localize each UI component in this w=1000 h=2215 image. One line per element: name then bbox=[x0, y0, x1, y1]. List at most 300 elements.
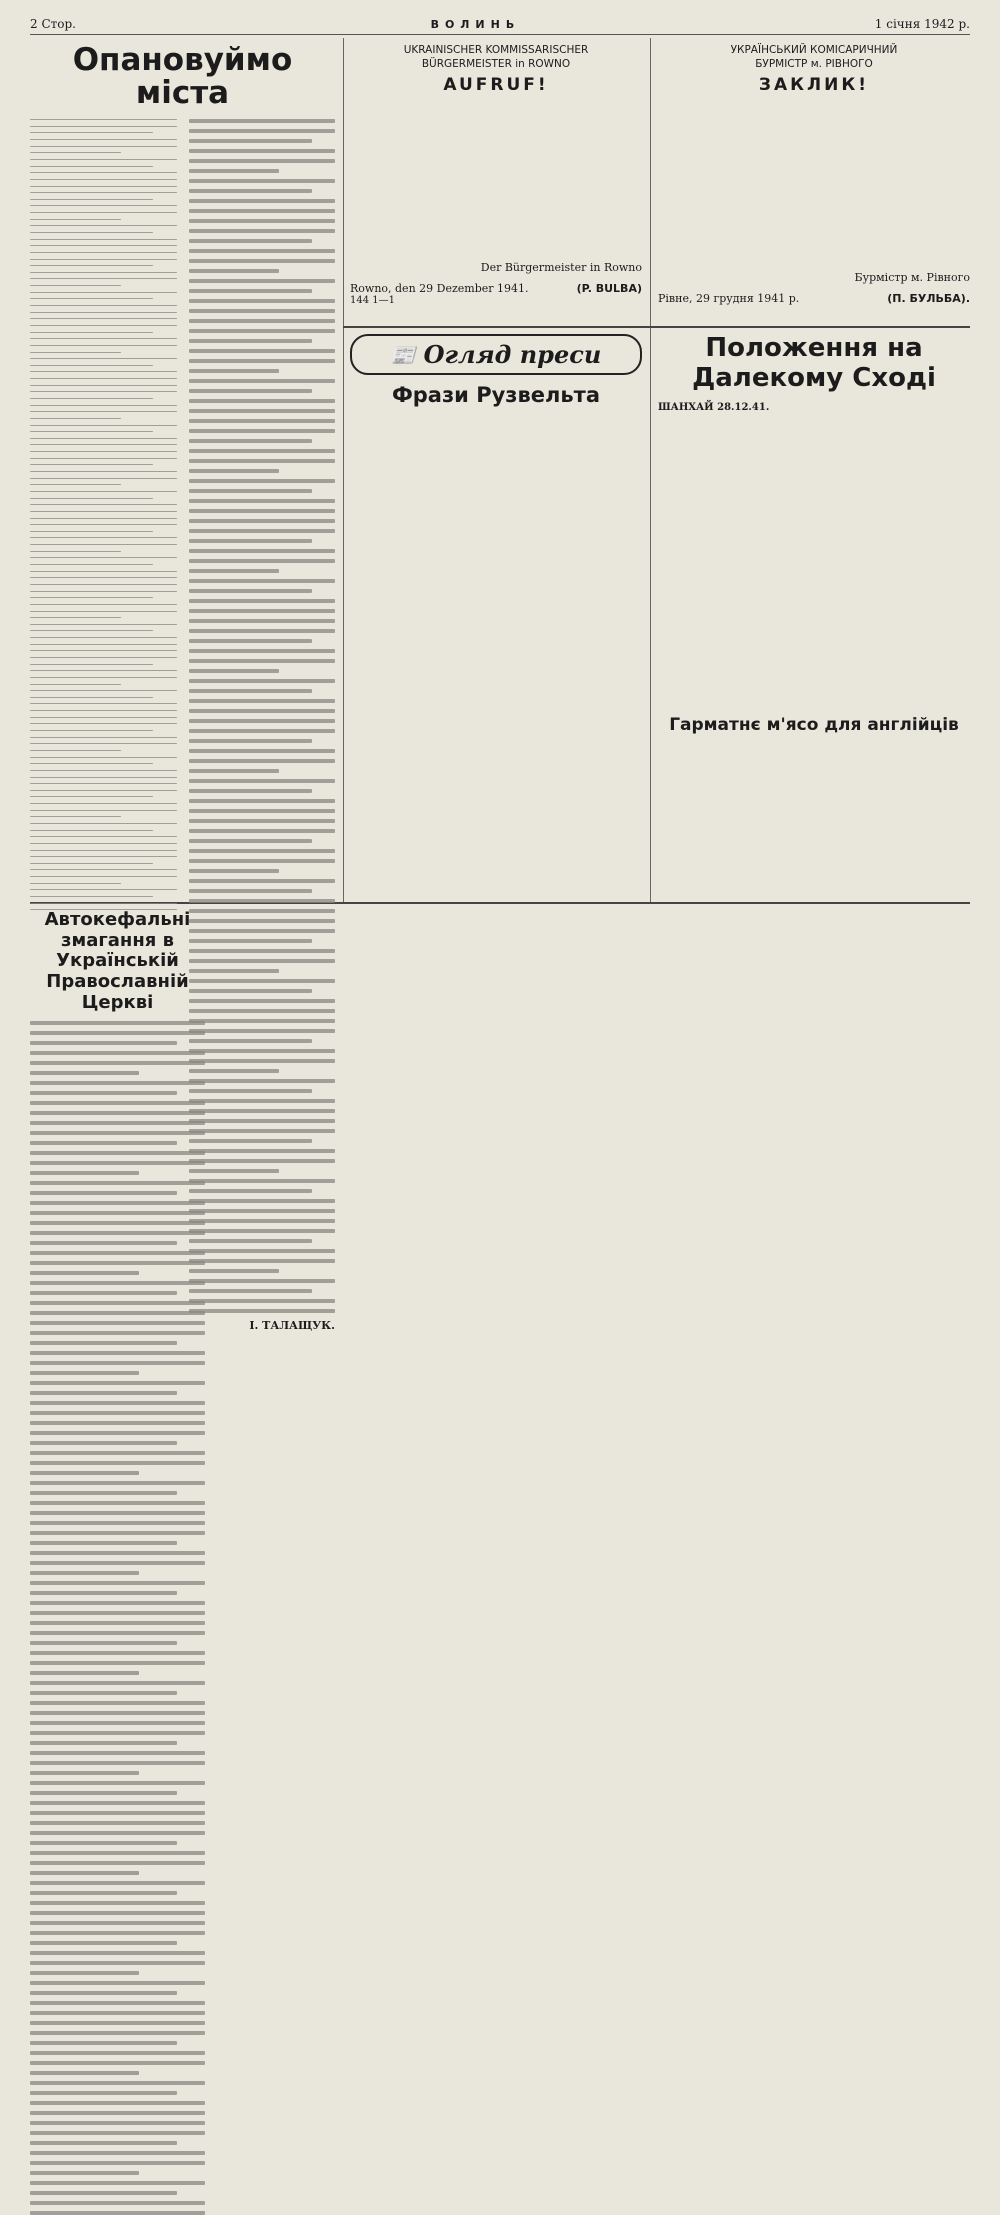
text-line bbox=[30, 2071, 139, 2075]
text-line bbox=[30, 1461, 205, 1465]
text-line bbox=[30, 179, 177, 180]
text-line bbox=[30, 777, 177, 778]
press-review-banner bbox=[350, 334, 642, 375]
appeal-body bbox=[658, 103, 970, 263]
text-line bbox=[189, 849, 336, 853]
text-line bbox=[30, 1151, 205, 1155]
text-line bbox=[30, 464, 153, 465]
text-line bbox=[30, 345, 177, 346]
appeal-signer: (P. BULBA) bbox=[576, 282, 642, 296]
text-line bbox=[30, 1321, 205, 1325]
text-line bbox=[30, 803, 177, 804]
text-line bbox=[30, 1541, 177, 1545]
text-line bbox=[189, 649, 336, 653]
text-line bbox=[30, 458, 177, 459]
text-line bbox=[30, 1831, 205, 1835]
text-line bbox=[189, 889, 312, 893]
text-line bbox=[30, 1571, 139, 1575]
text-line bbox=[189, 139, 312, 143]
text-line bbox=[189, 369, 280, 373]
text-line bbox=[189, 219, 336, 223]
text-line bbox=[189, 749, 336, 753]
text-line bbox=[189, 339, 312, 343]
text-line bbox=[30, 172, 177, 173]
text-line bbox=[189, 539, 312, 543]
text-line bbox=[30, 723, 177, 724]
appeal-title: AUFRUF! bbox=[443, 75, 549, 96]
appeal-number: 144 1—1 bbox=[350, 295, 395, 307]
text-line bbox=[189, 479, 336, 483]
text-line bbox=[30, 1981, 205, 1985]
text-line bbox=[189, 499, 336, 503]
text-line bbox=[30, 630, 153, 631]
text-line bbox=[30, 710, 177, 711]
text-line bbox=[30, 285, 121, 286]
section-rule bbox=[343, 326, 970, 328]
text-line bbox=[189, 659, 336, 663]
text-line bbox=[30, 318, 177, 319]
text-line bbox=[30, 850, 177, 851]
text-line bbox=[189, 859, 336, 863]
text-line bbox=[30, 2031, 205, 2035]
text-line bbox=[30, 2111, 205, 2115]
text-line bbox=[30, 557, 177, 558]
text-line bbox=[30, 1171, 139, 1175]
text-line bbox=[189, 239, 312, 243]
text-line bbox=[30, 604, 177, 605]
article-body bbox=[819, 417, 970, 687]
text-line bbox=[30, 2141, 177, 2145]
text-line bbox=[30, 2001, 205, 2005]
text-line bbox=[189, 459, 336, 463]
text-line bbox=[30, 1491, 177, 1495]
text-line bbox=[30, 1351, 205, 1355]
text-line bbox=[30, 1731, 205, 1735]
text-line bbox=[189, 309, 336, 313]
appeal-german bbox=[350, 44, 642, 322]
text-line bbox=[30, 2161, 205, 2165]
text-line bbox=[30, 1841, 177, 1845]
text-line bbox=[30, 611, 177, 612]
text-line bbox=[189, 879, 336, 883]
text-line bbox=[30, 1101, 205, 1105]
text-line bbox=[30, 1551, 205, 1555]
text-line bbox=[30, 245, 177, 246]
text-line bbox=[30, 1751, 205, 1755]
text-line bbox=[30, 823, 177, 824]
text-line bbox=[189, 839, 312, 843]
text-line bbox=[30, 2121, 205, 2125]
text-line bbox=[30, 591, 177, 592]
text-line bbox=[30, 1871, 139, 1875]
text-line bbox=[189, 759, 336, 763]
text-line bbox=[189, 389, 312, 393]
text-line bbox=[30, 152, 121, 153]
text-line bbox=[30, 650, 177, 651]
text-line bbox=[30, 1951, 205, 1955]
text-line bbox=[189, 779, 336, 783]
text-line bbox=[30, 1941, 177, 1945]
column-rule bbox=[650, 38, 651, 328]
text-line bbox=[30, 1701, 205, 1705]
text-line bbox=[30, 737, 177, 738]
article-title: Фрази Рузвельта bbox=[391, 383, 601, 407]
article-title: Гарматнє м'ясо для англійців bbox=[669, 715, 959, 735]
text-line bbox=[30, 1261, 205, 1265]
text-line bbox=[30, 677, 177, 678]
text-line bbox=[30, 697, 153, 698]
text-line bbox=[30, 1441, 177, 1445]
text-line bbox=[30, 1311, 205, 1315]
text-line bbox=[30, 1241, 177, 1245]
text-line bbox=[30, 743, 177, 744]
text-line bbox=[30, 1811, 205, 1815]
text-line bbox=[30, 1561, 205, 1565]
text-line bbox=[30, 292, 177, 293]
text-line bbox=[189, 439, 312, 443]
text-line bbox=[30, 763, 153, 764]
text-line bbox=[30, 484, 121, 485]
text-line bbox=[189, 179, 336, 183]
text-line bbox=[30, 438, 177, 439]
text-line bbox=[30, 2131, 205, 2135]
appeal-header: UKRAINISCHER KOMMISSARISCHER bbox=[403, 44, 589, 56]
text-line bbox=[30, 2081, 205, 2085]
text-line bbox=[30, 411, 177, 412]
text-line bbox=[30, 2091, 177, 2095]
text-line bbox=[30, 471, 177, 472]
text-line bbox=[30, 1201, 205, 1205]
text-line bbox=[30, 1361, 205, 1365]
text-line bbox=[30, 1341, 177, 1345]
text-line bbox=[189, 899, 336, 903]
text-line bbox=[30, 2011, 205, 2015]
text-line bbox=[189, 449, 336, 453]
column-rule bbox=[343, 38, 344, 902]
text-line bbox=[30, 391, 177, 392]
text-line bbox=[30, 863, 153, 864]
appeal-signer: (П. БУЛЬБА). bbox=[887, 292, 970, 306]
text-line bbox=[30, 1901, 205, 1905]
article-body bbox=[658, 417, 809, 687]
text-line bbox=[30, 544, 177, 545]
text-line bbox=[30, 1521, 205, 1525]
text-line bbox=[30, 2191, 177, 2195]
text-line bbox=[189, 159, 336, 163]
text-line bbox=[30, 2021, 205, 2025]
appeal-body bbox=[350, 103, 642, 253]
text-line bbox=[30, 1031, 205, 1035]
article-body bbox=[819, 744, 970, 884]
text-line bbox=[30, 232, 153, 233]
text-line bbox=[30, 770, 177, 771]
text-line bbox=[30, 1431, 205, 1435]
text-line bbox=[30, 1371, 139, 1375]
text-line bbox=[30, 1911, 205, 1915]
article-body bbox=[350, 415, 491, 855]
text-line bbox=[30, 1041, 177, 1045]
text-line bbox=[189, 869, 280, 873]
text-line bbox=[30, 1681, 205, 1685]
text-line bbox=[189, 799, 336, 803]
text-line bbox=[30, 757, 177, 758]
article-body bbox=[501, 415, 642, 855]
text-line bbox=[189, 689, 312, 693]
text-line bbox=[30, 571, 177, 572]
article-title: Опановуймо міста bbox=[72, 42, 293, 111]
text-line bbox=[30, 2061, 205, 2065]
issue-date: 1 січня 1942 р. bbox=[874, 17, 970, 31]
text-line bbox=[30, 1381, 205, 1385]
text-line bbox=[30, 186, 177, 187]
text-line bbox=[30, 2211, 205, 2215]
text-line bbox=[30, 830, 153, 831]
text-line bbox=[30, 405, 177, 406]
text-line bbox=[30, 1331, 205, 1335]
text-line bbox=[30, 1991, 177, 1995]
text-line bbox=[189, 569, 280, 573]
text-line bbox=[30, 1691, 177, 1695]
text-line bbox=[30, 199, 153, 200]
text-line bbox=[30, 816, 121, 817]
text-line bbox=[189, 729, 336, 733]
text-line bbox=[30, 166, 153, 167]
text-line bbox=[30, 703, 177, 704]
text-line bbox=[30, 132, 153, 133]
text-line bbox=[30, 1071, 139, 1075]
text-line bbox=[189, 489, 312, 493]
text-line bbox=[30, 192, 177, 193]
article-body bbox=[676, 910, 817, 1420]
text-line bbox=[30, 2181, 205, 2185]
text-line bbox=[189, 399, 336, 403]
text-line bbox=[30, 889, 177, 890]
appeal-title: ЗАКЛИК! bbox=[758, 75, 870, 96]
text-line bbox=[30, 1231, 205, 1235]
text-line bbox=[30, 1771, 139, 1775]
text-line bbox=[30, 371, 177, 372]
text-line bbox=[30, 1111, 205, 1115]
text-line bbox=[30, 1591, 177, 1595]
text-line bbox=[30, 717, 177, 718]
text-line bbox=[189, 149, 336, 153]
text-line bbox=[189, 789, 312, 793]
text-line bbox=[30, 1291, 177, 1295]
text-line bbox=[30, 518, 177, 519]
text-line bbox=[189, 549, 336, 553]
text-line bbox=[30, 272, 177, 273]
text-line bbox=[30, 146, 177, 147]
text-line bbox=[30, 730, 153, 731]
text-line bbox=[30, 1721, 205, 1725]
text-line bbox=[30, 1221, 205, 1225]
text-line bbox=[30, 1421, 205, 1425]
article-body bbox=[30, 1021, 205, 2215]
text-line bbox=[30, 1211, 205, 1215]
text-line bbox=[30, 1861, 205, 1865]
text-line bbox=[30, 577, 177, 578]
text-line bbox=[189, 609, 336, 613]
text-line bbox=[30, 1631, 205, 1635]
text-line bbox=[30, 1281, 205, 1285]
text-line bbox=[189, 249, 336, 253]
text-line bbox=[30, 219, 121, 220]
text-line bbox=[30, 637, 177, 638]
text-line bbox=[30, 624, 177, 625]
article-author: І. ТАЛАЩУК. bbox=[249, 1319, 335, 1333]
text-line bbox=[30, 664, 153, 665]
text-line bbox=[30, 537, 177, 538]
text-line bbox=[30, 1481, 205, 1485]
appeal-ukrainian bbox=[658, 44, 970, 322]
text-line bbox=[30, 617, 121, 618]
text-line bbox=[30, 212, 177, 213]
text-line bbox=[30, 883, 121, 884]
text-line bbox=[30, 325, 177, 326]
text-line bbox=[30, 1301, 205, 1305]
text-line bbox=[30, 1621, 205, 1625]
text-line bbox=[30, 876, 177, 877]
text-line bbox=[189, 829, 336, 833]
newspaper-icon: 📰 bbox=[390, 342, 416, 367]
text-line bbox=[189, 199, 336, 203]
text-line bbox=[189, 509, 336, 513]
text-line bbox=[30, 491, 177, 492]
article-dateline: ШАНХАЙ 28.12.41. bbox=[658, 401, 770, 413]
text-line bbox=[30, 1891, 177, 1895]
text-line bbox=[30, 1251, 205, 1255]
text-line bbox=[30, 338, 177, 339]
text-line bbox=[30, 478, 177, 479]
text-line bbox=[30, 1021, 205, 1025]
text-line bbox=[30, 524, 177, 525]
text-line bbox=[189, 419, 336, 423]
text-line bbox=[30, 358, 177, 359]
article-body bbox=[30, 119, 177, 909]
text-line bbox=[30, 1881, 205, 1885]
text-line bbox=[30, 1061, 205, 1065]
text-line bbox=[30, 511, 177, 512]
text-line bbox=[30, 451, 177, 452]
text-line bbox=[189, 819, 336, 823]
text-line bbox=[30, 298, 153, 299]
press-review-label: Огляд преси bbox=[423, 340, 602, 369]
text-line bbox=[30, 239, 177, 240]
text-line bbox=[189, 579, 336, 583]
text-line bbox=[189, 519, 336, 523]
text-line bbox=[30, 2201, 205, 2205]
text-line bbox=[189, 299, 336, 303]
page-number: 2 Стор. bbox=[30, 17, 76, 31]
text-line bbox=[189, 669, 280, 673]
text-line bbox=[30, 1141, 177, 1145]
text-line bbox=[30, 1921, 205, 1925]
text-line bbox=[30, 2051, 205, 2055]
text-line bbox=[30, 1781, 205, 1785]
text-line bbox=[30, 498, 153, 499]
text-line bbox=[30, 265, 153, 266]
text-line bbox=[30, 796, 153, 797]
article-press-review bbox=[350, 334, 642, 896]
article-title: Положення на Далекому Сході bbox=[692, 333, 936, 393]
text-line bbox=[189, 269, 280, 273]
text-line bbox=[189, 319, 336, 323]
text-line bbox=[30, 1961, 205, 1965]
article-body bbox=[217, 910, 358, 1420]
text-line bbox=[189, 699, 336, 703]
text-line bbox=[30, 657, 177, 658]
text-line bbox=[189, 289, 312, 293]
appeal-place-date: Рівне, 29 грудня 1941 р. bbox=[658, 292, 800, 306]
text-line bbox=[30, 1181, 205, 1185]
text-line bbox=[30, 1131, 205, 1135]
text-line bbox=[30, 444, 177, 445]
text-line bbox=[189, 409, 336, 413]
text-line bbox=[30, 684, 121, 685]
text-line bbox=[30, 1761, 205, 1765]
text-line bbox=[189, 709, 336, 713]
column-rule bbox=[650, 328, 651, 902]
text-line bbox=[189, 639, 312, 643]
text-line bbox=[30, 644, 177, 645]
text-line bbox=[30, 1791, 177, 1795]
text-line bbox=[189, 739, 312, 743]
text-line bbox=[30, 2041, 177, 2045]
appeal-header: BÜRGERMEISTER in ROWNO bbox=[421, 57, 571, 70]
text-line bbox=[30, 352, 121, 353]
text-line bbox=[30, 843, 177, 844]
text-line bbox=[30, 1121, 205, 1125]
text-line bbox=[30, 836, 177, 837]
article-body bbox=[523, 910, 664, 1420]
text-line bbox=[30, 531, 153, 532]
text-line bbox=[189, 719, 336, 723]
text-line bbox=[30, 365, 153, 366]
appeal-signature: Der Bürgermeister in Rowno bbox=[480, 261, 642, 275]
text-line bbox=[30, 1931, 205, 1935]
text-line bbox=[30, 1711, 205, 1715]
text-line bbox=[189, 259, 336, 263]
text-line bbox=[30, 126, 177, 127]
text-line bbox=[189, 279, 336, 283]
text-line bbox=[30, 159, 177, 160]
text-line bbox=[30, 869, 177, 870]
text-line bbox=[30, 378, 177, 379]
text-line bbox=[30, 564, 153, 565]
text-line bbox=[30, 259, 177, 260]
text-line bbox=[30, 1851, 205, 1855]
text-line bbox=[189, 329, 336, 333]
text-line bbox=[30, 1411, 205, 1415]
text-line bbox=[189, 189, 312, 193]
text-line bbox=[30, 1091, 177, 1095]
text-line bbox=[189, 469, 280, 473]
text-line bbox=[189, 349, 336, 353]
text-line bbox=[30, 1611, 205, 1615]
text-line bbox=[30, 431, 153, 432]
text-line bbox=[30, 1821, 205, 1825]
text-line bbox=[30, 1051, 205, 1055]
text-line bbox=[30, 1391, 177, 1395]
text-line bbox=[189, 599, 336, 603]
text-line bbox=[189, 529, 336, 533]
text-line bbox=[30, 1581, 205, 1585]
text-line bbox=[30, 2151, 205, 2155]
text-line bbox=[189, 619, 336, 623]
text-line bbox=[30, 690, 177, 691]
text-line bbox=[189, 589, 312, 593]
text-line bbox=[30, 332, 153, 333]
